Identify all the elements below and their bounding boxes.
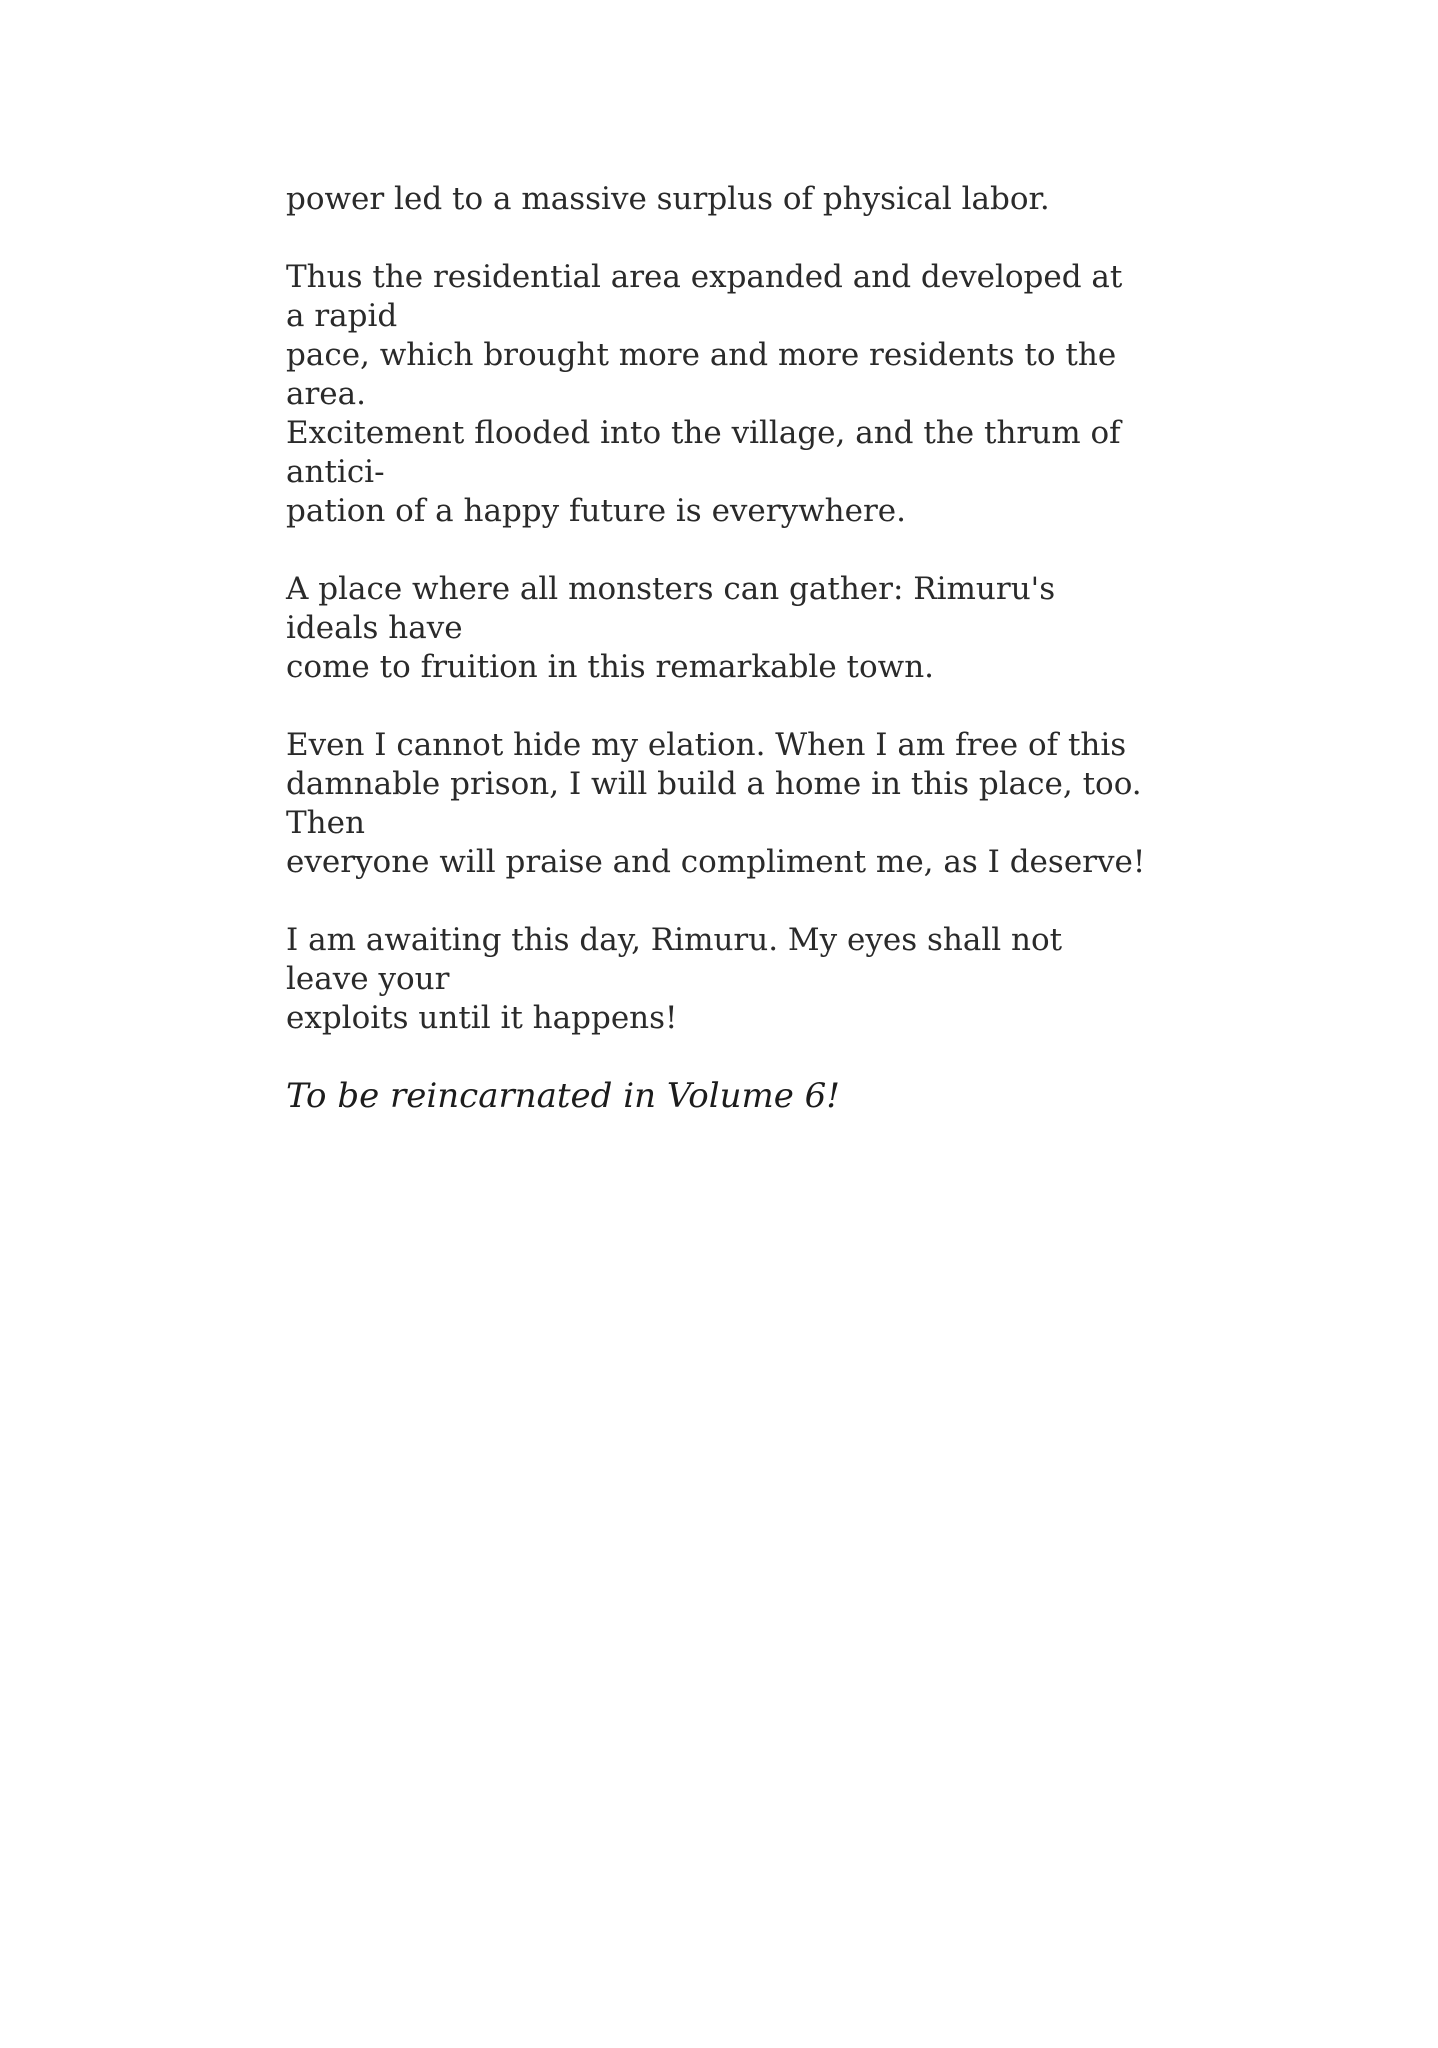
closing-line: To be reincarnated in Volume 6! <box>286 1076 840 1116</box>
paragraph-4: Even I cannot hide my elation. When I am free of this damnable prison, I will build a home in this place, too. Then everyone will praise and compliment me, as I deserve! <box>286 727 1146 880</box>
body-text <box>286 180 1146 1150</box>
paragraph-3: A place where all monsters can gather: Rimuru's ideals have come to fruition in this remarkable town. <box>286 571 1056 685</box>
paragraph-5: I am awaiting this day, Rimuru. My eyes shall not leave your exploits until it happens! <box>286 922 1063 1036</box>
paragraph-1: power led to a massive surplus of physical labor. <box>286 181 1050 217</box>
paragraph-2: Thus the residential area expanded and developed at a rapid pace, which brought more and more residents to the area. Excitement flooded into the village, and the thrum of antici- pation of a happy future is everywhere. <box>286 259 1123 529</box>
